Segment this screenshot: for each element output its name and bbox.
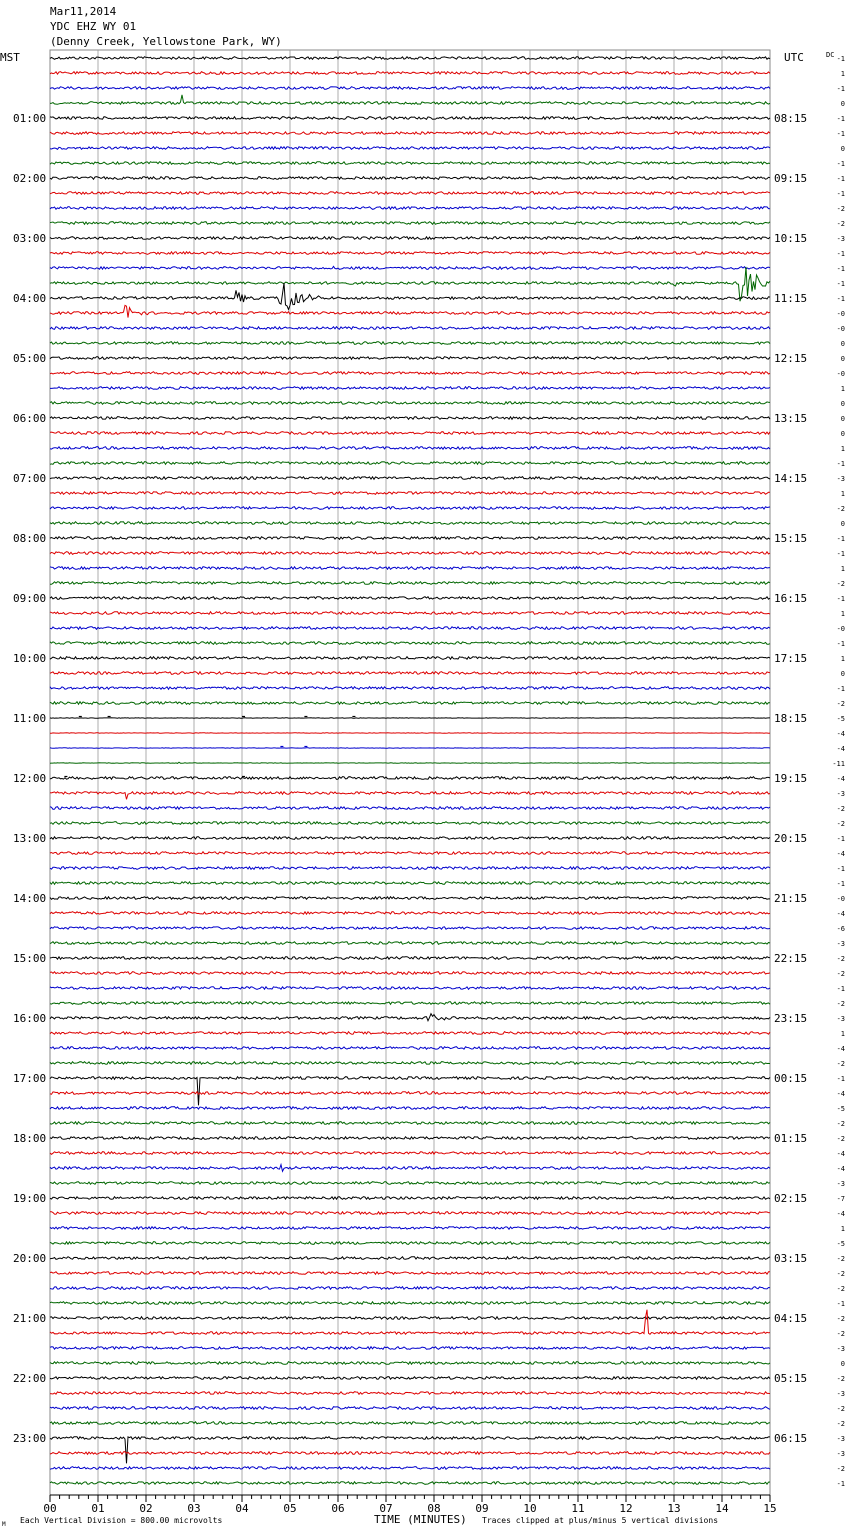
trace-line — [50, 177, 770, 180]
dc-offset-value: -2 — [836, 1060, 845, 1068]
trace-line — [50, 762, 770, 763]
trace-line — [50, 582, 770, 585]
trace-line — [50, 447, 770, 450]
dc-offset-value: 1 — [840, 70, 845, 78]
trace-line — [50, 1377, 770, 1380]
dc-offset-value: 0 — [840, 145, 845, 153]
x-tick-label: 07 — [379, 1502, 393, 1515]
dc-offset-value: -2 — [836, 220, 845, 228]
dc-offset-value: -0 — [836, 895, 845, 903]
dc-label: DC — [826, 51, 835, 59]
mst-hour-label: 23:00 — [13, 1432, 47, 1445]
trace-line — [50, 1182, 770, 1185]
trace-line — [50, 942, 770, 945]
trace-line — [50, 357, 770, 360]
utc-hour-label: 13:15 — [774, 412, 808, 425]
utc-hour-label: 21:15 — [774, 892, 808, 905]
x-axis — [43, 1495, 776, 1515]
dc-offset-value: -1 — [836, 865, 845, 873]
dc-offset-value: -1 — [836, 835, 845, 843]
dc-offset-value: -3 — [836, 475, 845, 483]
dc-offset-value: -2 — [836, 820, 845, 828]
utc-hour-label: 17:15 — [774, 652, 808, 665]
dc-offset-value: -11 — [832, 760, 845, 768]
trace-line — [50, 972, 770, 975]
trace-line — [50, 1137, 770, 1140]
trace-line — [50, 432, 770, 435]
dc-offset-value: -2 — [836, 1375, 845, 1383]
dc-offset-value: -2 — [836, 1330, 845, 1338]
dc-offset-value: -3 — [836, 1180, 845, 1188]
trace-line — [50, 987, 770, 990]
dc-offset-value: -3 — [836, 1435, 845, 1443]
trace-line — [50, 192, 770, 195]
trace-line — [50, 807, 770, 810]
trace-line — [50, 372, 770, 375]
trace-line — [50, 1272, 770, 1275]
dc-offset-value: -1 — [836, 175, 845, 183]
dc-offset-value: -3 — [836, 1345, 845, 1353]
dc-offset-value: -2 — [836, 1135, 845, 1143]
dc-offset-value: -1 — [836, 460, 845, 468]
trace-line — [50, 1047, 770, 1050]
utc-hour-label: 16:15 — [774, 592, 808, 605]
dc-offset-value: -4 — [836, 775, 845, 783]
trace-line — [50, 87, 770, 90]
dc-offset-value: -3 — [836, 1390, 845, 1398]
dc-offset-value: -7 — [836, 1195, 845, 1203]
dc-offset-value: -4 — [836, 1045, 845, 1053]
trace-line — [50, 1347, 770, 1350]
utc-hour-label: 23:15 — [774, 1012, 808, 1025]
dc-offset-value: -2 — [836, 1405, 845, 1413]
trace-line — [50, 642, 770, 645]
dc-offset-value: -2 — [836, 1465, 845, 1473]
mst-hour-label: 04:00 — [13, 292, 47, 305]
trace-line — [50, 567, 770, 570]
dc-offset-value: -3 — [836, 1015, 845, 1023]
trace-line — [50, 1287, 770, 1290]
trace-line — [50, 552, 770, 555]
utc-hour-label: 00:15 — [774, 1072, 808, 1085]
utc-hour-label: 11:15 — [774, 292, 808, 305]
trace-line — [50, 702, 770, 705]
dc-offset-value: -4 — [836, 910, 845, 918]
utc-hour-label: 18:15 — [774, 712, 808, 725]
trace-line — [50, 1310, 770, 1335]
dc-offset-value: -1 — [836, 265, 845, 273]
mst-hour-label: 21:00 — [13, 1312, 47, 1325]
trace-line — [50, 1437, 770, 1464]
trace-line — [50, 612, 770, 615]
utc-hour-label: 03:15 — [774, 1252, 808, 1265]
trace-line — [50, 117, 770, 120]
dc-offset-value: -2 — [836, 1285, 845, 1293]
trace-line — [50, 1002, 770, 1005]
trace-line — [50, 927, 770, 930]
trace-line — [50, 147, 770, 150]
trace-line — [50, 522, 770, 525]
dc-offset-value: -1 — [836, 295, 845, 303]
dc-offset-value: -0 — [836, 310, 845, 318]
trace-group — [50, 57, 770, 1485]
trace-line — [50, 882, 770, 885]
dc-offset-value: -2 — [836, 970, 845, 978]
dc-offset-value: -1 — [836, 535, 845, 543]
utc-hour-label: 14:15 — [774, 472, 808, 485]
right-axis-label: UTC — [784, 51, 804, 64]
mst-hour-label: 12:00 — [13, 772, 47, 785]
dc-offset-value: -2 — [836, 1000, 845, 1008]
trace-line — [50, 1317, 770, 1320]
dc-offset-value: 1 — [840, 565, 845, 573]
trace-line — [50, 95, 770, 105]
mst-hour-label: 13:00 — [13, 832, 47, 845]
utc-hour-label: 12:15 — [774, 352, 808, 365]
dc-offset-value: 0 — [840, 355, 845, 363]
trace-line — [50, 1362, 770, 1365]
trace-line — [50, 492, 770, 495]
dc-offset-value: -1 — [836, 115, 845, 123]
trace-line — [50, 657, 770, 660]
mst-hour-label: 03:00 — [13, 232, 47, 245]
x-tick-label: 09 — [475, 1502, 489, 1515]
dc-offset-value: 1 — [840, 1225, 845, 1233]
trace-line — [50, 1165, 770, 1172]
x-tick-label: 08 — [427, 1502, 441, 1515]
dc-offset-value: 0 — [840, 100, 845, 108]
dc-offset-value: -4 — [836, 1090, 845, 1098]
trace-line — [50, 1452, 770, 1455]
utc-hour-label: 22:15 — [774, 952, 808, 965]
mst-hour-label: 11:00 — [13, 712, 47, 725]
utc-hour-label: 02:15 — [774, 1192, 808, 1205]
dc-offset-value: -1 — [836, 130, 845, 138]
x-tick-label: 06 — [331, 1502, 345, 1515]
utc-hour-label: 08:15 — [774, 112, 808, 125]
x-axis-title: TIME (MINUTES) — [374, 1513, 467, 1526]
dc-offset-value: -4 — [836, 1150, 845, 1158]
x-tick-label: 05 — [283, 1502, 297, 1515]
dc-offset-value: 1 — [840, 385, 845, 393]
dc-offset-value: -5 — [836, 1240, 845, 1248]
dc-offset-value: -4 — [836, 730, 845, 738]
mst-hour-label: 14:00 — [13, 892, 47, 905]
dc-offset-value: 0 — [840, 415, 845, 423]
left-axis-label: MST — [0, 51, 20, 64]
trace-line — [50, 162, 770, 165]
dc-offset-value: -3 — [836, 1450, 845, 1458]
footer-mark: M — [2, 1521, 6, 1528]
trace-line — [50, 837, 770, 840]
mst-hour-label: 17:00 — [13, 1072, 47, 1085]
mst-hour-label: 15:00 — [13, 952, 47, 965]
trace-line — [50, 792, 770, 800]
dc-offset-value: -2 — [836, 205, 845, 213]
mst-hour-label: 18:00 — [13, 1132, 47, 1145]
trace-line — [50, 597, 770, 600]
dc-offset-value: 0 — [840, 400, 845, 408]
dc-offset-value: -1 — [836, 685, 845, 693]
trace-line — [50, 687, 770, 690]
dc-offset-value: -1 — [836, 190, 845, 198]
trace-line — [50, 1242, 770, 1245]
x-tick-label: 11 — [571, 1502, 585, 1515]
trace-line — [50, 1014, 770, 1021]
utc-hour-label: 19:15 — [774, 772, 808, 785]
utc-hour-label: 01:15 — [774, 1132, 808, 1145]
trace-line — [50, 417, 770, 420]
dc-offset-value: -1 — [836, 1480, 845, 1488]
trace-line — [50, 1482, 770, 1485]
dc-offset-value: -4 — [836, 745, 845, 753]
dc-offset-value: 0 — [840, 520, 845, 528]
trace-line — [50, 1032, 770, 1035]
trace-line — [50, 266, 770, 269]
dc-offset-value: -1 — [836, 280, 845, 288]
trace-line — [50, 57, 770, 60]
mst-hour-label: 20:00 — [13, 1252, 47, 1265]
dc-offset-value: -2 — [836, 805, 845, 813]
mst-hour-label: 01:00 — [13, 112, 47, 125]
mst-hour-label: 06:00 — [13, 412, 47, 425]
footer-clip-note: Traces clipped at plus/minus 5 vertical divisions — [482, 1516, 719, 1525]
trace-line — [50, 627, 770, 630]
trace-line — [50, 462, 770, 465]
mst-hour-label: 02:00 — [13, 172, 47, 185]
trace-line — [50, 252, 770, 255]
x-tick-label: 15 — [763, 1502, 777, 1515]
dc-offset-value: -1 — [836, 985, 845, 993]
utc-hour-label: 05:15 — [774, 1372, 808, 1385]
dc-offset-value: -1 — [836, 880, 845, 888]
x-tick-label: 10 — [523, 1502, 537, 1515]
trace-line — [50, 237, 770, 240]
mst-hour-label: 07:00 — [13, 472, 47, 485]
x-tick-label: 14 — [715, 1502, 729, 1515]
trace-line — [50, 957, 770, 960]
dc-offset-value: -2 — [836, 580, 845, 588]
dc-offset-value: -2 — [836, 1255, 845, 1263]
dc-offset-value: -3 — [836, 790, 845, 798]
dc-offset-value: 0 — [840, 1360, 845, 1368]
dc-offset-value: -5 — [836, 1105, 845, 1113]
trace-line — [50, 912, 770, 915]
dc-offset-value: 0 — [840, 430, 845, 438]
trace-line — [50, 1407, 770, 1410]
dc-offset-value: -1 — [836, 550, 845, 558]
trace-line — [50, 1107, 770, 1110]
footer-scale-note: Each Vertical Division = 800.00 microvolts — [20, 1516, 223, 1525]
dc-offset-value: -6 — [836, 925, 845, 933]
x-tick-label: 00 — [43, 1502, 57, 1515]
trace-line — [50, 1392, 770, 1395]
mst-hour-label: 09:00 — [13, 592, 47, 605]
dc-offset-value: -2 — [836, 955, 845, 963]
trace-line — [50, 305, 770, 317]
dc-offset-value: -3 — [836, 235, 845, 243]
dc-offset-value: -1 — [836, 85, 845, 93]
trace-line — [50, 1302, 770, 1305]
trace-line — [50, 387, 770, 390]
trace-line — [50, 1062, 770, 1065]
trace-line — [50, 852, 770, 855]
utc-hour-label: 09:15 — [774, 172, 808, 185]
trace-line — [50, 132, 770, 135]
dc-offset-value: -0 — [836, 370, 845, 378]
trace-line — [50, 822, 770, 825]
dc-offset-value: -4 — [836, 850, 845, 858]
trace-line — [50, 1422, 770, 1425]
dc-offset-value: 1 — [840, 1030, 845, 1038]
dc-offset-value: 1 — [840, 655, 845, 663]
trace-line — [50, 507, 770, 510]
dc-offset-value: -1 — [836, 1075, 845, 1083]
header-date: Mar11,2014 — [50, 5, 117, 18]
trace-line — [50, 72, 770, 75]
dc-offset-value: -2 — [836, 1420, 845, 1428]
dc-offset-value: -1 — [836, 595, 845, 603]
dc-offset-value: 0 — [840, 670, 845, 678]
dc-offset-value: -4 — [836, 1210, 845, 1218]
dc-offset-group — [832, 55, 845, 1488]
trace-line — [50, 897, 770, 900]
mst-hour-label: 19:00 — [13, 1192, 47, 1205]
dc-offset-value: -2 — [836, 505, 845, 513]
dc-offset-value: -1 — [836, 640, 845, 648]
trace-line — [50, 342, 770, 345]
utc-hour-label: 04:15 — [774, 1312, 808, 1325]
mst-hour-label: 16:00 — [13, 1012, 47, 1025]
dc-offset-value: -3 — [836, 940, 845, 948]
dc-offset-value: -4 — [836, 1165, 845, 1173]
trace-line — [50, 1257, 770, 1260]
x-tick-label: 01 — [91, 1502, 105, 1515]
trace-line — [50, 1122, 770, 1125]
dc-offset-value: 1 — [840, 490, 845, 498]
header-station: YDC EHZ WY 01 — [50, 20, 137, 33]
x-tick-label: 13 — [667, 1502, 681, 1515]
mst-hour-label: 05:00 — [13, 352, 47, 365]
dc-offset-value: -0 — [836, 325, 845, 333]
trace-line — [50, 777, 770, 780]
dc-offset-value: 1 — [840, 445, 845, 453]
dc-offset-value: -1 — [836, 250, 845, 258]
dc-offset-value: -1 — [836, 160, 845, 168]
trace-line — [50, 1227, 770, 1230]
trace-line — [50, 867, 770, 870]
trace-line — [50, 207, 770, 210]
trace-line — [50, 267, 770, 301]
mst-hour-label: 22:00 — [13, 1372, 47, 1385]
trace-line — [50, 222, 770, 225]
dc-offset-value: -5 — [836, 715, 845, 723]
x-tick-label: 12 — [619, 1502, 633, 1515]
utc-hour-label: 06:15 — [774, 1432, 808, 1445]
trace-line — [50, 672, 770, 675]
trace-line — [50, 1467, 770, 1470]
trace-line — [50, 1152, 770, 1155]
dc-offset-value: -2 — [836, 1120, 845, 1128]
trace-line — [50, 477, 770, 480]
dc-offset-value: -2 — [836, 700, 845, 708]
trace-line — [50, 537, 770, 540]
utc-hour-label: 20:15 — [774, 832, 808, 845]
trace-line — [50, 1077, 770, 1106]
dc-offset-value: 1 — [840, 610, 845, 618]
x-tick-label: 04 — [235, 1502, 249, 1515]
utc-hour-label: 15:15 — [774, 532, 808, 545]
dc-offset-value: -1 — [836, 55, 845, 63]
dc-offset-value: 0 — [840, 340, 845, 348]
header-location: (Denny Creek, Yellowstone Park, WY) — [50, 35, 282, 48]
x-tick-label: 03 — [187, 1502, 201, 1515]
dc-offset-value: -2 — [836, 1270, 845, 1278]
trace-line — [50, 402, 770, 405]
trace-line — [50, 1212, 770, 1215]
mst-hour-label: 08:00 — [13, 532, 47, 545]
utc-hour-label: 10:15 — [774, 232, 808, 245]
trace-line — [50, 327, 770, 330]
dc-offset-value: -2 — [836, 1315, 845, 1323]
dc-offset-value: -1 — [836, 1300, 845, 1308]
dc-offset-value: -0 — [836, 625, 845, 633]
trace-line — [50, 283, 770, 310]
mst-hour-label: 10:00 — [13, 652, 47, 665]
x-tick-label: 02 — [139, 1502, 153, 1515]
trace-line — [50, 1092, 770, 1095]
trace-line — [50, 1197, 770, 1200]
